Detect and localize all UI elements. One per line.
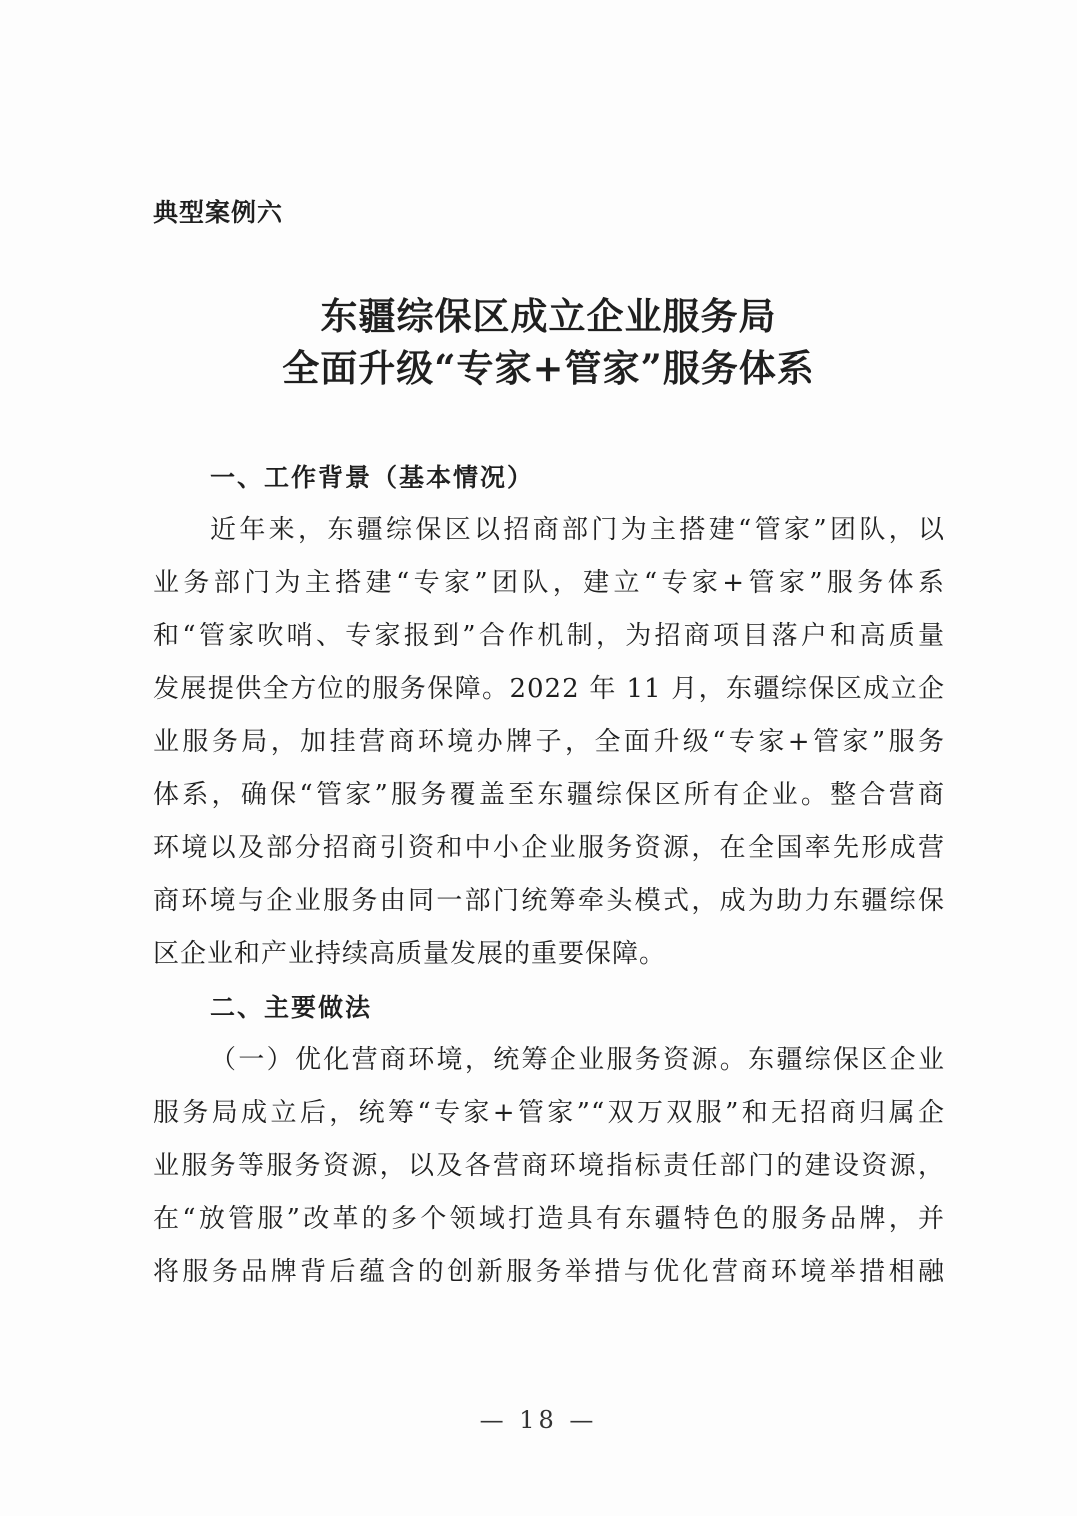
paragraph-line: 近年来，东疆综保区以招商部门为主搭建“管家”团队，以 — [210, 515, 945, 545]
section-heading-main-practices: 二、主要做法 — [210, 993, 373, 1022]
paragraph-line: 体系，确保“管家”服务覆盖至东疆综保区所有企业。整合营商 — [153, 780, 945, 810]
paragraph-line: 业服务局，加挂营商环境办牌子，全面升级“专家+管家”服务 — [153, 727, 945, 757]
paragraph-line: 和“管家吹哨、专家报到”合作机制，为招商项目落户和高质量 — [153, 621, 945, 651]
case-label: 典型案例六 — [153, 198, 284, 227]
paragraph-line: 在“放管服”改革的多个领域打造具有东疆特色的服务品牌，并 — [153, 1204, 945, 1234]
paragraph-line: （一）优化营商环境，统筹企业服务资源。东疆综保区企业 — [210, 1045, 945, 1075]
section-background-paragraph — [153, 504, 945, 981]
section-practices-paragraph — [153, 1034, 945, 1299]
document-title-line-1: 东疆综保区成立企业服务局 — [320, 294, 777, 338]
section-heading-background: 一、工作背景（基本情况） — [210, 463, 535, 492]
paragraph-line: 业服务等服务资源，以及各营商环境指标责任部门的建设资源， — [153, 1151, 945, 1181]
paragraph-line: 发展提供全方位的服务保障。2022 年 11 月，东疆综保区成立企 — [153, 674, 945, 704]
document-title-line-2: 全面升级“专家+管家”服务体系 — [282, 346, 815, 390]
paragraph-line: 商环境与企业服务由同一部门统筹牵头模式，成为助力东疆综保 — [153, 886, 945, 916]
paragraph-line: 将服务品牌背后蕴含的创新服务举措与优化营商环境举措相融 — [153, 1257, 945, 1287]
paragraph-line: 业务部门为主搭建“专家”团队，建立“专家+管家”服务体系 — [153, 568, 945, 598]
paragraph-line: 服务局成立后，统筹“专家+管家”“双万双服”和无招商归属企 — [153, 1098, 945, 1128]
paragraph-line: 环境以及部分招商引资和中小企业服务资源，在全国率先形成营 — [153, 833, 945, 863]
paragraph-line: 区企业和产业持续高质量发展的重要保障。 — [153, 939, 667, 969]
page-number: — 18 — — [479, 1406, 598, 1434]
